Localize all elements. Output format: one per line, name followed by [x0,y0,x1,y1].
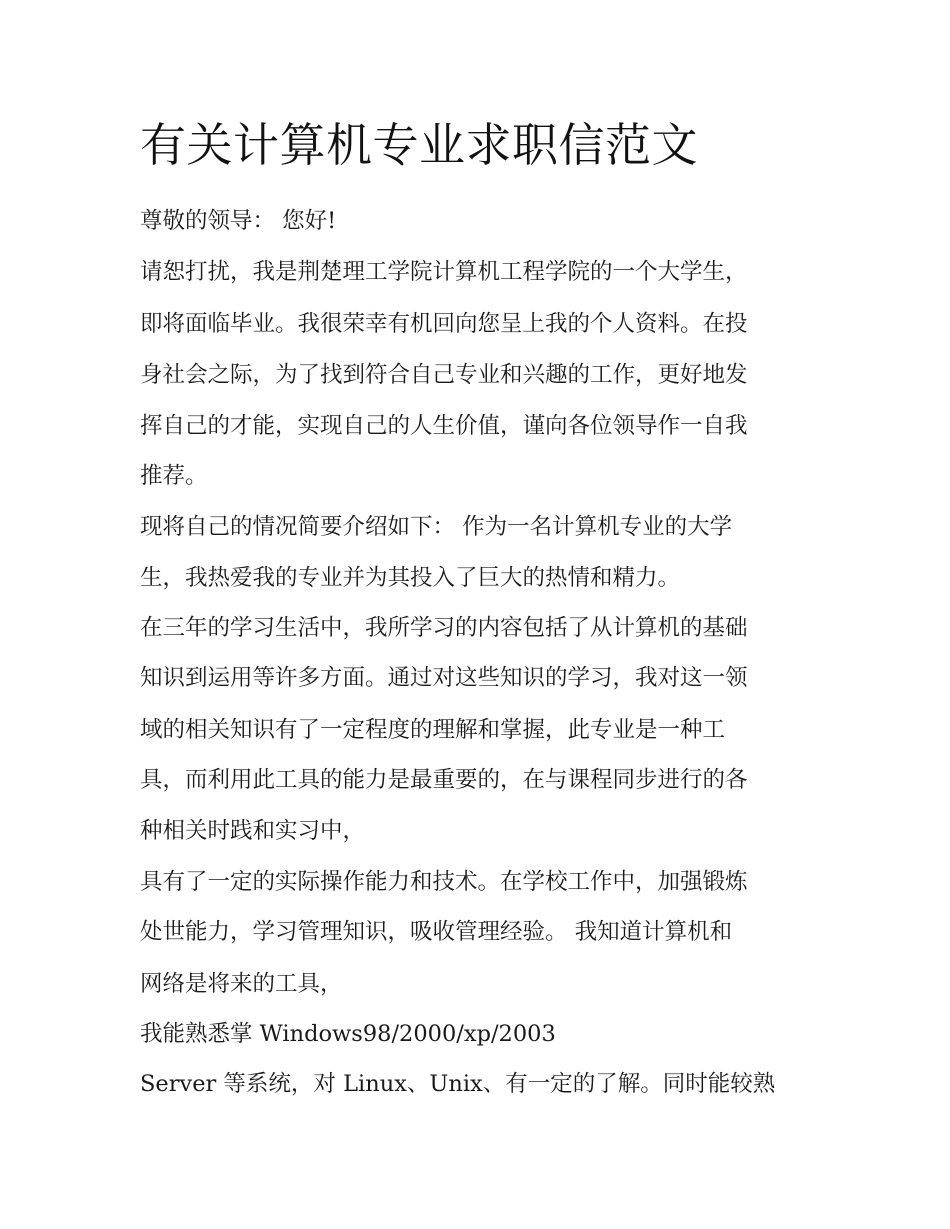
body-line: 域的相关知识有了一定程度的理解和掌握，此专业是一种工 [140,717,726,743]
body-line: 处世能力，学习管理知识，吸收管理经验。 我知道计算机和 [140,919,733,945]
body-line: 具有了一定的实际操作能力和技术。在学校工作中，加强锻炼 [140,869,748,895]
body-line: 即将面临毕业。我很荣幸有机回向您呈上我的个人资料。在投 [140,311,748,337]
body-line: 请恕打扰，我是荆楚理工学院计算机工程学院的一个大学生， [140,259,748,285]
body-line: 具，而利用此工具的能力是最重要的，在与课程同步进行的各 [140,767,748,793]
body-line: 知识到运用等许多方面。通过对这些知识的学习，我对这一领 [140,665,748,691]
body-line: 在三年的学习生活中，我所学习的内容包括了从计算机的基础 [140,615,748,641]
body-line: 推荐。 [140,463,208,489]
body-line: 现将自己的情况简要介绍如下： 作为一名计算机专业的大学 [140,514,733,540]
body-line: 网络是将来的工具， [140,971,343,997]
body-line: 身社会之际，为了找到符合自己专业和兴趣的工作，更好地发 [140,362,748,388]
body-line: 生，我热爱我的专业并为其投入了巨大的热情和精力。 [140,565,681,591]
body-line: 种相关时践和实习中， [140,818,366,844]
salutation-line: 尊敬的领导： 您好! [140,208,337,234]
body-line: 挥自己的才能，实现自己的人生价值，谨向各位领导作一自我 [140,413,748,439]
body-line: 我能熟悉掌 Windows98/2000/xp/2003 [140,1021,556,1047]
page-title: 有关计算机专业求职信范文 [140,118,698,172]
body-line: Server 等系统，对 Linux、Unix、有一定的了解。同时能较熟 [140,1071,776,1097]
